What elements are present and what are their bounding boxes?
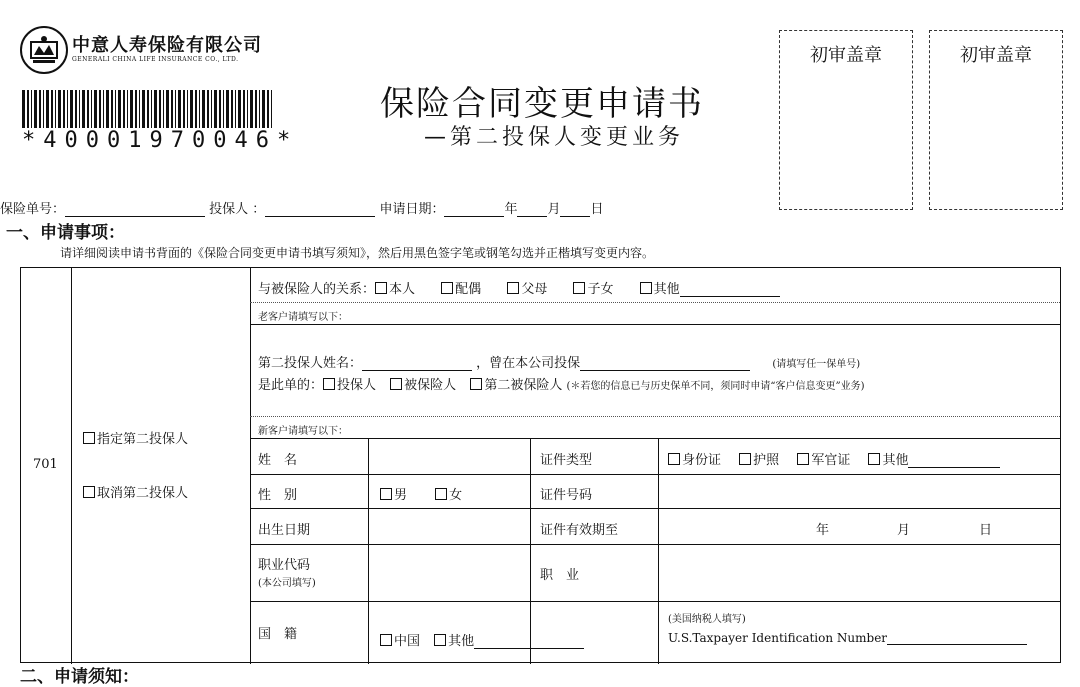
- second-applicant-row: [258, 352, 860, 371]
- barcode-bar: [67, 90, 68, 128]
- barcode-bar: [187, 90, 188, 128]
- nationality-option[interactable]: 其他: [434, 634, 474, 649]
- id-valid-label: 证件有效期至: [540, 523, 619, 538]
- barcode-bar: [27, 90, 29, 128]
- id-type-option[interactable]: 军官证: [797, 453, 850, 468]
- barcode-bar: [151, 90, 152, 128]
- barcode-bar: [87, 90, 89, 128]
- page-subtitle: —第二投保人变更业务: [424, 125, 685, 150]
- month-label: 月: [547, 202, 561, 217]
- apply-year-field[interactable]: [444, 202, 504, 217]
- barcode-bar: [63, 90, 65, 128]
- id-type-option[interactable]: 身份证: [668, 453, 721, 468]
- barcode-bar: [34, 90, 37, 128]
- policy-no-field[interactable]: [65, 202, 205, 217]
- barcode-bar: [106, 90, 109, 128]
- stamp-label: 初审盖章: [810, 45, 882, 66]
- previous-policy-hint: (请填写任一保单号): [772, 359, 861, 370]
- occupation-code-note: (本公司填写): [258, 578, 316, 589]
- barcode-bar: [159, 90, 161, 128]
- previous-policy-label: ，曾在本公司投保: [476, 356, 581, 371]
- policy-role-option[interactable]: 投保人: [323, 378, 376, 393]
- second-name-label: 第二投保人姓名：: [258, 356, 363, 371]
- us-taxpayer-row: [668, 630, 1027, 645]
- barcode-bar: [58, 90, 61, 128]
- barcode-bar: [79, 90, 80, 128]
- barcode-bar: [46, 90, 49, 128]
- barcode-bar: [103, 90, 104, 128]
- barcode-bar: [195, 90, 197, 128]
- barcode-bar: [115, 90, 116, 128]
- barcode-bar: [135, 90, 137, 128]
- id-valid-month: 月: [897, 523, 911, 538]
- checkbox[interactable]: [83, 432, 95, 444]
- barcode-bar: [91, 90, 92, 128]
- barcode-bar: [127, 90, 128, 128]
- gender-options: [380, 484, 462, 503]
- relation-other-field[interactable]: [680, 282, 780, 297]
- barcode-number: *40001970046*: [22, 128, 299, 153]
- relation-option[interactable]: 其他: [640, 282, 680, 297]
- barcode-bar: [207, 90, 209, 128]
- gender-option[interactable]: 女: [435, 488, 462, 503]
- change-form-table: [20, 267, 1061, 663]
- policy-role-note: (＊若您的信息已与历史保单不同，须同时申请“客户信息变更”业务): [566, 381, 865, 392]
- barcode-bar: [75, 90, 77, 128]
- stamp-box-1: [779, 30, 913, 210]
- stamp-label: 初审盖章: [960, 45, 1032, 66]
- checkbox[interactable]: [83, 486, 95, 498]
- barcode-bar: [147, 90, 149, 128]
- relation-label: 与被保险人的关系：: [258, 282, 376, 297]
- occupation-label: 职 业: [540, 568, 580, 583]
- company-name-cn: 中意人寿保险有限公司: [72, 35, 262, 56]
- us-taxpayer-note: (美国纳税人填写): [668, 614, 746, 625]
- barcode-bar: [82, 90, 85, 128]
- policy-role-option[interactable]: 被保险人: [390, 378, 456, 393]
- barcode-bar: [171, 90, 173, 128]
- id-number-label: 证件号码: [540, 488, 593, 503]
- id-valid-year: 年: [816, 523, 830, 538]
- barcode-bar: [183, 90, 185, 128]
- barcode: [22, 90, 274, 128]
- policy-role-label: 是此单的：: [258, 378, 324, 393]
- relation-option[interactable]: 本人: [375, 282, 415, 297]
- barcode-bar: [142, 90, 145, 128]
- birth-label: 出生日期: [258, 523, 311, 538]
- section-1-instruction: 请详细阅读申请书背面的《保险合同变更申请书填写须知》，然后用黑色签字笔或钢笔勾选并正楷填写变更内容。: [60, 246, 655, 260]
- old-customer-note: 老客户请填写以下：: [258, 312, 348, 323]
- option-designate-second-applicant[interactable]: 指定第二投保人: [83, 428, 188, 447]
- id-type-options: [668, 449, 1000, 468]
- barcode-bar: [226, 90, 229, 128]
- barcode-bar: [243, 90, 245, 128]
- barcode-bar: [166, 90, 169, 128]
- us-taxpayer-label: U.S.Taxpayer Identification Number: [668, 631, 888, 645]
- policy-no-label: 保险单号：: [0, 202, 66, 217]
- barcode-bar: [154, 90, 157, 128]
- barcode-bar: [231, 90, 233, 128]
- barcode-bar: [31, 90, 32, 128]
- name-label: 姓 名: [258, 453, 298, 468]
- form-code: 701: [33, 457, 58, 472]
- barcode-bar: [267, 90, 269, 128]
- previous-policy-field[interactable]: [580, 356, 750, 371]
- barcode-bar: [235, 90, 236, 128]
- barcode-bar: [223, 90, 224, 128]
- apply-month-field[interactable]: [517, 202, 547, 217]
- barcode-bar: [139, 90, 140, 128]
- nationality-option[interactable]: 中国: [380, 634, 420, 649]
- stamp-box-2: [929, 30, 1063, 210]
- barcode-bar: [259, 90, 260, 128]
- nationality-label: 国 籍: [258, 627, 298, 642]
- id-type-other-field[interactable]: [908, 453, 1000, 468]
- barcode-bar: [219, 90, 221, 128]
- barcode-bar: [271, 90, 272, 128]
- barcode-bar: [163, 90, 164, 128]
- barcode-bar: [238, 90, 241, 128]
- gender-option[interactable]: 男: [380, 488, 407, 503]
- barcode-bar: [111, 90, 113, 128]
- barcode-bar: [214, 90, 217, 128]
- applicant-field[interactable]: [265, 202, 375, 217]
- barcode-bar: [94, 90, 97, 128]
- day-label: 日: [590, 202, 604, 217]
- section-1-title: 一、申请事项：: [6, 223, 125, 243]
- barcode-bar: [202, 90, 205, 128]
- apply-date-label: 申请日期：: [379, 202, 445, 217]
- barcode-bar: [118, 90, 121, 128]
- policy-role-row: [258, 374, 865, 393]
- nationality-options: [380, 630, 584, 649]
- relation-option[interactable]: 子女: [573, 282, 613, 297]
- id-type-option[interactable]: 其他: [868, 453, 908, 468]
- apply-day-field[interactable]: [560, 202, 590, 217]
- company-name-en: GENERALI CHINA LIFE INSURANCE CO., LTD.: [72, 56, 239, 63]
- option-cancel-second-applicant[interactable]: 取消第二投保人: [83, 482, 188, 501]
- barcode-bar: [51, 90, 53, 128]
- new-customer-note: 新客户请填写以下：: [258, 426, 348, 437]
- barcode-bar: [255, 90, 257, 128]
- relation-row: [258, 278, 780, 297]
- policy-header: [0, 198, 604, 217]
- barcode-bar: [43, 90, 44, 128]
- company-logo: [20, 26, 262, 74]
- us-taxpayer-field[interactable]: [887, 630, 1027, 645]
- relation-option[interactable]: 配偶: [441, 282, 481, 297]
- barcode-bar: [39, 90, 41, 128]
- id-type-label: 证件类型: [540, 453, 593, 468]
- barcode-bar: [250, 90, 253, 128]
- barcode-bar: [22, 90, 25, 128]
- barcode-bar: [99, 90, 101, 128]
- barcode-bar: [262, 90, 265, 128]
- year-label: 年: [504, 202, 518, 217]
- barcode-bar: [211, 90, 212, 128]
- barcode-bar: [70, 90, 73, 128]
- gender-label: 性 别: [258, 488, 298, 503]
- policy-role-option[interactable]: 第二被保险人: [470, 378, 562, 393]
- barcode-bar: [199, 90, 200, 128]
- id-type-option[interactable]: 护照: [739, 453, 779, 468]
- barcode-bar: [247, 90, 248, 128]
- company-emblem-icon: [20, 26, 68, 74]
- barcode-bar: [190, 90, 193, 128]
- page-title: 保险合同变更申请书: [380, 84, 704, 124]
- barcode-bar: [55, 90, 56, 128]
- id-valid-day: 日: [979, 523, 993, 538]
- second-name-field[interactable]: [362, 356, 472, 371]
- section-2-title: 二、申请须知：: [20, 667, 139, 687]
- barcode-bar: [123, 90, 125, 128]
- barcode-bar: [175, 90, 176, 128]
- occupation-code-label: 职业代码: [258, 558, 311, 573]
- barcode-bar: [178, 90, 181, 128]
- applicant-label: 投保人 ：: [209, 202, 266, 217]
- barcode-bar: [130, 90, 133, 128]
- relation-option[interactable]: 父母: [507, 282, 547, 297]
- nationality-other-field[interactable]: [474, 634, 584, 649]
